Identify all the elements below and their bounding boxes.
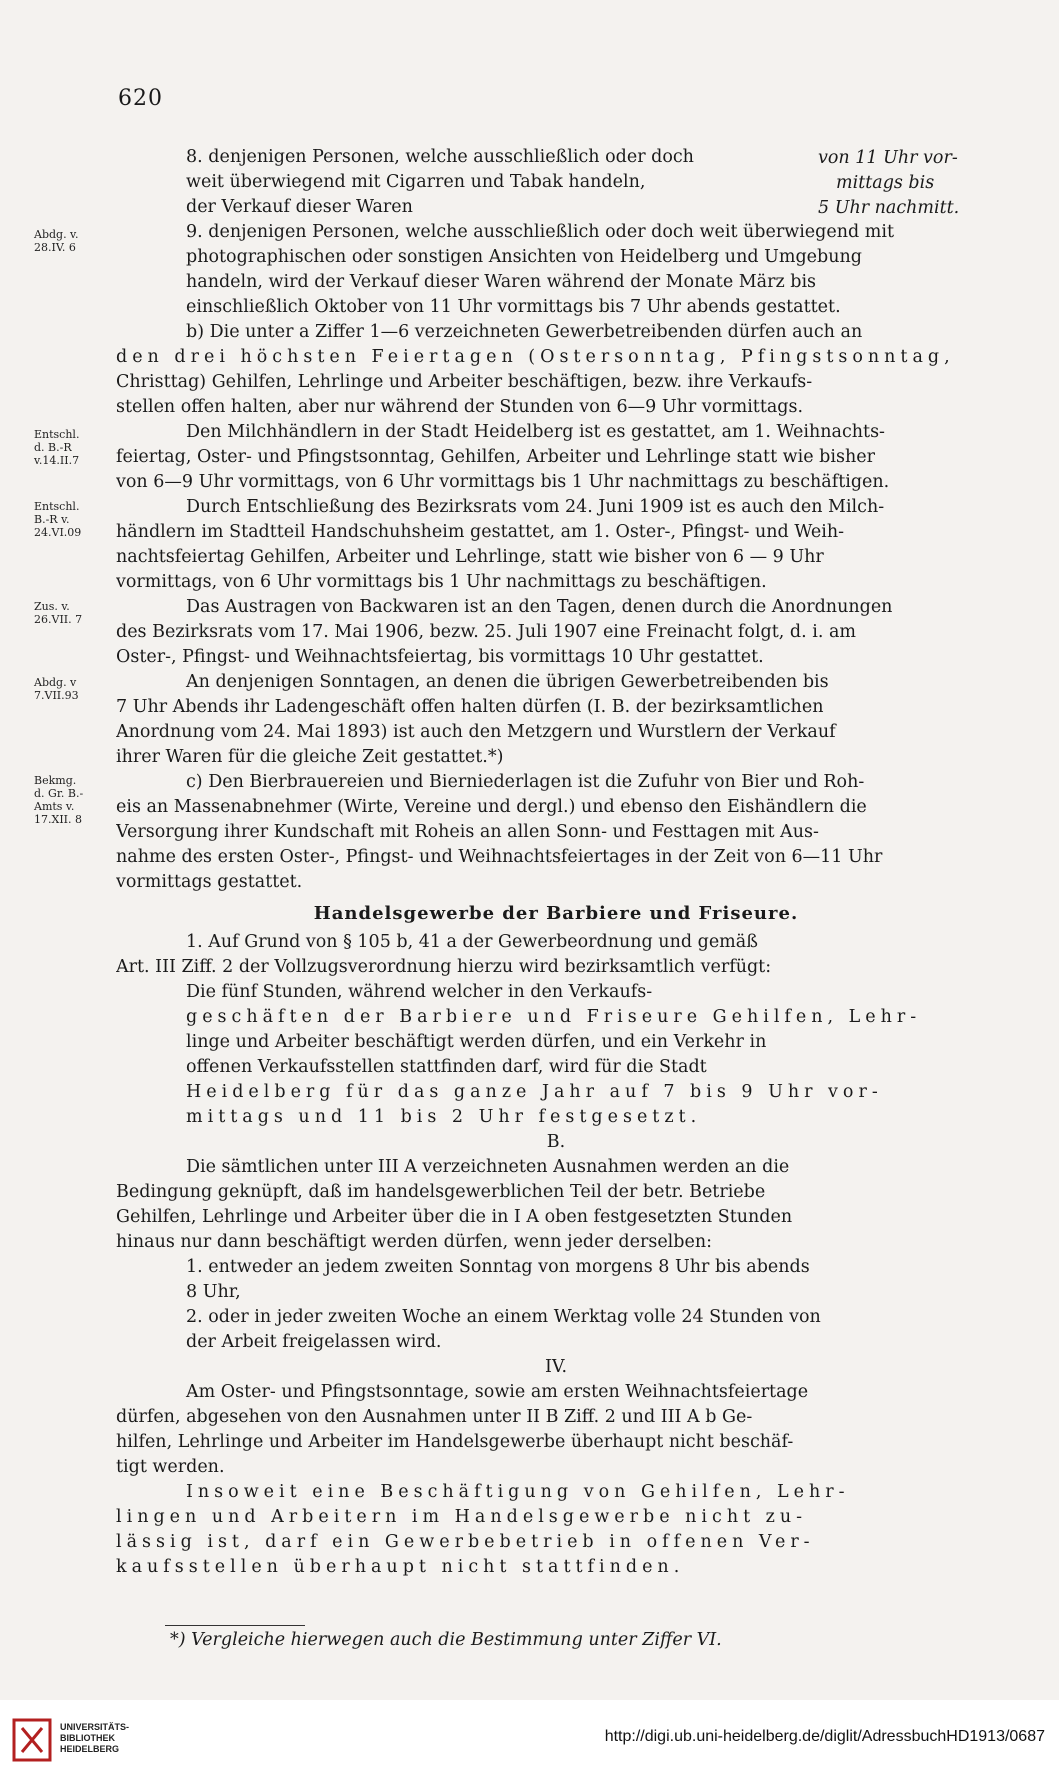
text-line: des Bezirksrats vom 17. Mai 1906, bezw. 25. Juli 1907 eine Freinacht folgt, d. i. am [116,622,856,642]
margin-note-line: Entschl. [34,500,80,513]
text-line: den drei höchsten Feiertagen (Ostersonntag, Pfingstsonntag, [116,347,955,367]
brace-line: von 11 Uhr vor- [818,148,958,168]
text-line: lässig ist, darf ein Gewerbebetrieb in offenen Ver- [116,1532,815,1552]
margin-note [34,428,114,467]
text-block-4 [116,1380,996,1580]
text-line: 9. denjenigen Personen, welche ausschließlich oder doch weit überwiegend mit [186,222,894,242]
margin-note-line: 24.VI.09 [34,526,82,539]
text-line: Die sämtlichen unter III A verzeichneten Ausnahmen werden an die [186,1157,790,1177]
text-line: Das Austragen von Backwaren ist an den Tagen, denen durch die Anordnungen [186,597,893,617]
text-line: der Verkauf dieser Waren [186,197,413,217]
margin-note [34,228,114,254]
text-line: offenen Verkaufsstellen stattfinden darf, wird für die Stadt [186,1057,707,1077]
text-line: vormittags gestattet. [116,872,303,892]
text-line: Die fünf Stunden, während welcher in den Verkaufs- [186,982,653,1002]
margin-note-line: Abdg. v [34,676,77,689]
library-logo-icon [12,1718,52,1762]
text-line: Den Milchhändlern in der Stadt Heidelberg ist es gestattet, am 1. Weihnachts- [186,422,885,442]
text-line: Versorgung ihrer Kundschaft mit Roheis an allen Sonn- und Festtagen mit Aus- [116,822,819,842]
margin-note-line: 7.VII.93 [34,689,79,702]
text-line: dürfen, abgesehen von den Ausnahmen unter II B Ziff. 2 und III A b Ge- [116,1407,753,1427]
text-line: 1. Auf Grund von § 105 b, 41 a der Gewerbeordnung und gemäß [186,932,758,952]
logo-line: BIBLIOTHEK [60,1733,115,1743]
section-heading: Handelsgewerbe der Barbiere und Friseure. [313,903,799,924]
text-line: 8. denjenigen Personen, welche ausschließlich oder doch [186,147,694,167]
text-line: hilfen, Lehrlinge und Arbeiter im Handelsgewerbe überhaupt nicht beschäf- [116,1432,794,1452]
text-line: mittags und 11 bis 2 Uhr festgesetzt. [186,1107,702,1127]
text-line: tigt werden. [116,1457,225,1477]
source-url[interactable]: http://digi.ub.uni-heidelberg.de/diglit/AdressbuchHD1913/0687 [604,1728,1045,1745]
text-line: linge und Arbeiter beschäftigt werden dürfen, und ein Verkehr in [186,1032,767,1052]
text-line: 8 Uhr, [186,1282,241,1302]
text-line: kaufsstellen überhaupt nicht stattfinden. [116,1557,685,1577]
margin-note-line: Amts v. [34,800,75,813]
text-line: stellen offen halten, aber nur während der Stunden von 6—9 Uhr vormittags. [116,397,804,417]
text-line: händlern im Stadtteil Handschuhsheim gestattet, am 1. Oster-, Pfingst- und Weih- [116,522,845,542]
logo-line: HEIDELBERG [60,1744,120,1754]
footer-bar [0,1700,1059,1778]
text-line: hinaus nur dann beschäftigt werden dürfen, wenn jeder derselben: [116,1232,712,1252]
brace-line: mittags bis [836,173,935,193]
text-line: weit überwiegend mit Cigarren und Tabak handeln, [186,172,646,192]
margin-note-line: Zus. v. [34,600,70,613]
footnote-rule [165,1625,305,1626]
text-line: Oster-, Pfingst- und Weihnachtsfeiertag, bis vormittags 10 Uhr gestattet. [116,647,764,667]
library-logo-text [60,1722,129,1755]
section-b-label: B. [546,1132,566,1152]
text-block-3 [116,1155,996,1355]
margin-note-line: Bekmg. [34,774,77,787]
margin-note-line: v.14.II.7 [34,454,80,467]
text-line: lingen und Arbeitern im Handelsgewerbe nicht zu- [116,1507,808,1527]
margin-note [34,676,114,702]
text-line: Anordnung vom 24. Mai 1893) ist auch den Metzgern und Wurstlern der Verkauf [116,722,836,742]
text-line: nachtsfeiertag Gehilfen, Arbeiter und Lehrlinge, statt wie bisher von 6 — 9 Uhr [116,547,824,567]
text-line: photographischen oder sonstigen Ansichten von Heidelberg und Umgebung [186,247,862,267]
text-line: Am Oster- und Pfingstsonntage, sowie am ersten Weihnachtsfeiertage [186,1382,809,1402]
brace-line: 5 Uhr nachmitt. [818,198,960,218]
text-line: Bedingung geknüpft, daß im handelsgewerblichen Teil der betr. Betriebe [116,1182,766,1202]
text-line: Durch Entschließung des Bezirksrats vom 24. Juni 1909 ist es auch den Milch- [186,497,885,517]
text-line: c) Den Bierbrauereien und Bierniederlagen ist die Zufuhr von Bier und Roh- [186,772,865,792]
text-block-1 [116,145,996,895]
margin-note [34,600,114,626]
margin-note-line: 17.XII. 8 [34,813,83,826]
text-line: Art. III Ziff. 2 der Vollzugsverordnung hierzu wird bezirksamtlich verfügt: [116,957,772,977]
margin-note-line: d. Gr. B.- [34,787,84,800]
text-line: 2. oder in jeder zweiten Woche an einem Werktag volle 24 Stunden von [186,1307,821,1327]
text-line: Christtag) Gehilfen, Lehrlinge und Arbeiter beschäftigen, bezw. ihre Verkaufs- [116,372,813,392]
text-line: der Arbeit freigelassen wird. [186,1332,442,1352]
text-line: 1. entweder an jedem zweiten Sonntag von morgens 8 Uhr bis abends [186,1257,810,1277]
footnote: *) Vergleiche hierwegen auch die Bestimmung unter Ziffer VI. [170,1630,722,1650]
text-line: von 6—9 Uhr vormittags, von 6 Uhr vormittags bis 1 Uhr nachmittags zu beschäftigen. [116,472,890,492]
text-line: ihrer Waren für die gleiche Zeit gestattet.*) [116,747,504,767]
text-line: 7 Uhr Abends ihr Ladengeschäft offen halten dürfen (I. B. der bezirksamtlichen [116,697,824,717]
text-line: einschließlich Oktober von 11 Uhr vormittags bis 7 Uhr abends gestattet. [186,297,841,317]
text-line: vormittags, von 6 Uhr vormittags bis 1 Uhr nachmittags zu beschäftigen. [116,572,767,592]
page-number: 620 [118,86,163,111]
library-logo[interactable] [12,1714,132,1764]
text-line: feiertag, Oster- und Pfingstsonntag, Gehilfen, Arbeiter und Lehrlinge statt wie bisher [116,447,875,467]
margin-note-line: B.-R v. [34,513,70,526]
body-text [116,145,996,1580]
margin-note-line: 28.IV. 6 [34,241,76,254]
margin-note-line: Entschl. [34,428,80,441]
section-iv-label: IV. [544,1357,568,1377]
text-line: Gehilfen, Lehrlinge und Arbeiter über die in I A oben festgesetzten Stunden [116,1207,793,1227]
text-line: Insoweit eine Beschäftigung von Gehilfen, Lehr- [186,1482,850,1502]
logo-line: UNIVERSITÄTS- [60,1722,130,1732]
text-line: handeln, wird der Verkauf dieser Waren während der Monate März bis [186,272,817,292]
margin-note-line: 26.VII. 7 [34,613,83,626]
text-block-2 [116,930,996,1130]
text-line: nahme des ersten Oster-, Pfingst- und Weihnachtsfeiertages in der Zeit von 6—11 Uhr [116,847,883,867]
text-line: eis an Massenabnehmer (Wirte, Vereine und dergl.) und ebenso den Eishändlern die [116,797,867,817]
margin-note [34,774,114,826]
margin-note-line: d. B.-R [34,441,72,454]
margin-note [34,500,114,539]
text-line: Heidelberg für das ganze Jahr auf 7 bis 9 Uhr vor- [186,1082,883,1102]
text-line: b) Die unter a Ziffer 1—6 verzeichneten Gewerbetreibenden dürfen auch an [186,322,863,342]
margin-note-line: Abdg. v. [34,228,79,241]
text-line: An denjenigen Sonntagen, an denen die übrigen Gewerbetreibenden bis [186,672,829,692]
text-line: geschäften der Barbiere und Friseure Gehilfen, Lehr- [186,1007,922,1027]
